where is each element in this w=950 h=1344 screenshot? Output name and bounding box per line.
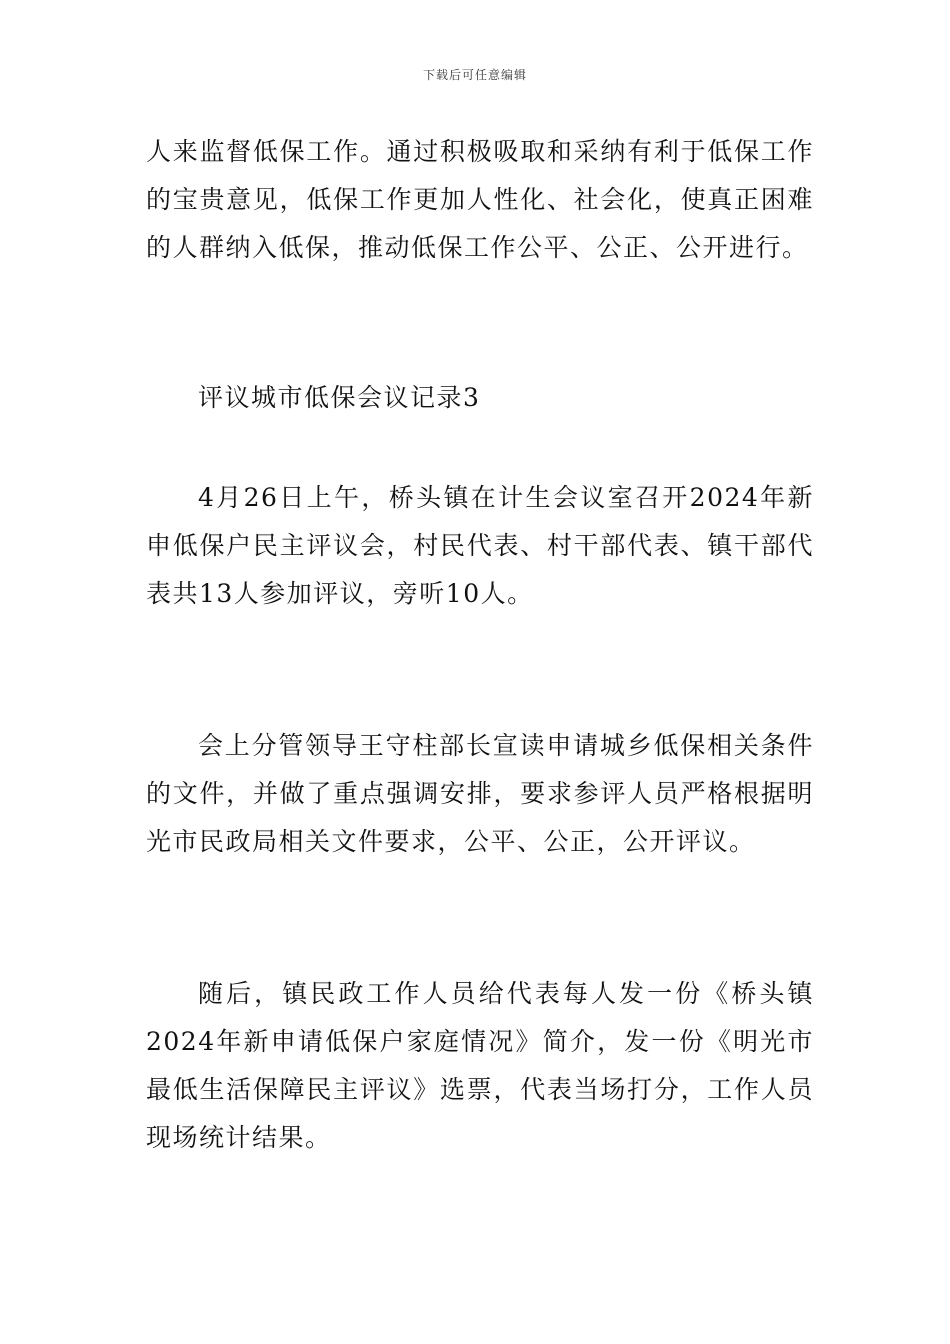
paragraph-voting: 随后，镇民政工作人员给代表每人发一份《桥头镇2024年新申请低保户家庭情况》简介，发一份《明光市最低生活保障民主评议》选票，代表当场打分，工作人员现场统计结果。 bbox=[146, 979, 814, 1152]
paragraph-leader-speech: 会上分管领导王守柱部长宣读申请城乡低保相关条件的文件，并做了重点强调安排，要求参评人员严格根据明光市民政局相关文件要求，公平、公正，公开评议。 bbox=[146, 731, 814, 856]
paragraph-continuation: 人来监督低保工作。通过积极吸取和采纳有利于低保工作的宝贵意见，低保工作更加人性化、社会化，使真正困难的人群纳入低保，推动低保工作公平、公正、公开进行。 bbox=[146, 137, 814, 262]
section-title: 评议城市低保会议记录3 bbox=[198, 383, 481, 412]
paragraph-meeting-intro: 4月26日上午，桥头镇在计生会议室召开2024年新申低保户民主评议会，村民代表、村干部代表、镇干部代表共13人参加评议，旁听10人。 bbox=[146, 483, 814, 608]
page-header-note: 下载后可任意编辑 bbox=[422, 68, 527, 82]
